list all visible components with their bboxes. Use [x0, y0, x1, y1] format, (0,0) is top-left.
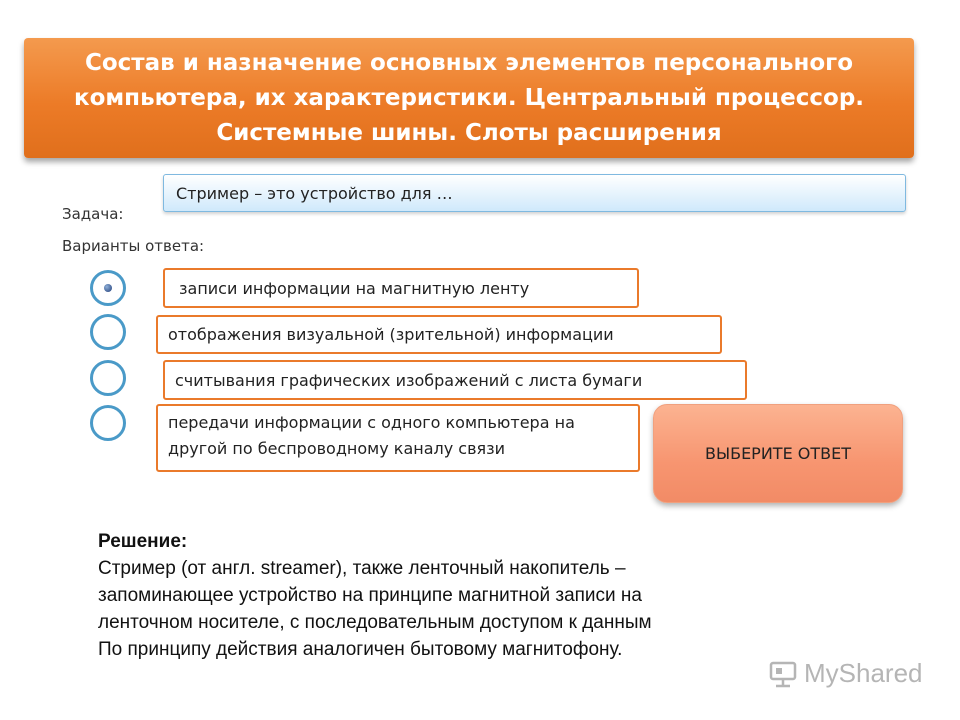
answer-option-3-text: считывания графических изображений с листа бумаги — [175, 370, 643, 390]
task-question: Стример – это устройство для … — [176, 183, 453, 203]
radio-option-3[interactable] — [90, 360, 126, 396]
solution-heading: Решение: — [98, 531, 188, 552]
answer-option-2[interactable] — [156, 315, 722, 354]
slide-title: Состав и назначение основных элементов персонального компьютера, их характеристики. Центральный процессор. Системные шины. Слоты расширения — [73, 49, 865, 146]
answer-option-4[interactable] — [156, 404, 640, 472]
radio-selected-dot — [104, 284, 112, 292]
answer-option-1[interactable] — [163, 268, 639, 308]
select-answer-button[interactable] — [653, 404, 903, 503]
answer-option-4-text: передачи информации с одного компьютера на другой по беспроводному каналу связи — [168, 413, 575, 458]
watermark-text: MyShared — [804, 658, 923, 688]
answer-option-2-text: отображения визуальной (зрительной) информации — [168, 325, 614, 344]
select-answer-label: ВЫБЕРИТЕ ОТВЕТ — [705, 444, 851, 463]
answer-option-3[interactable] — [163, 360, 747, 400]
answers-label: Варианты ответа: — [62, 237, 205, 255]
presentation-board-icon — [768, 660, 798, 688]
task-question-box — [163, 174, 906, 212]
solution-line: ленточном носителе, с последовательным доступом к данным — [98, 612, 652, 633]
solution-line: запоминающее устройство на принципе магнитной записи на — [98, 585, 642, 606]
solution-block — [98, 528, 818, 663]
answer-option-1-text: записи информации на магнитную ленту — [179, 278, 530, 298]
radio-option-1[interactable] — [90, 270, 126, 306]
solution-line: По принципу действия аналогичен бытовому магнитофону. — [98, 639, 623, 660]
watermark — [768, 658, 923, 689]
task-label: Задача: — [62, 205, 124, 223]
slide-title-banner — [24, 38, 914, 158]
solution-line: Стример (от англ. streamer), также ленточный накопитель – — [98, 558, 626, 579]
radio-option-4[interactable] — [90, 405, 126, 441]
radio-option-2[interactable] — [90, 314, 126, 350]
